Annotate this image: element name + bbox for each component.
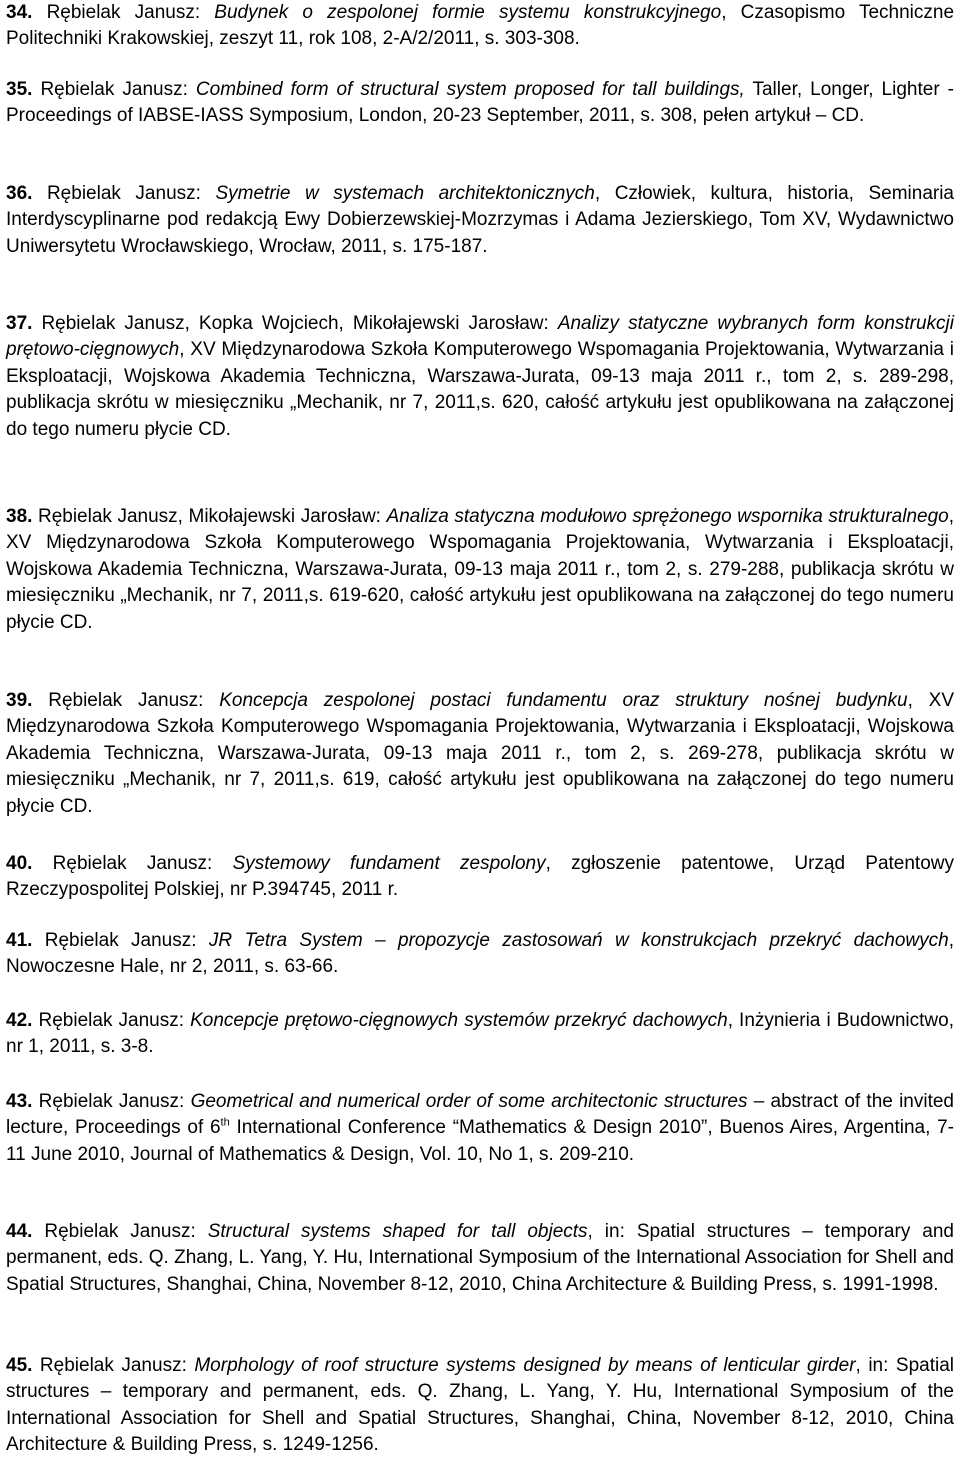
entry-details-continued: International Conference “Mathematics & Design 2010”, Buenos Aires, Argentina, 7-11 June 2010, Journal of Mathematics & Design, Vol. 10, No 1, s. 209-210.	[6, 1117, 954, 1165]
bibliography-entry-44	[6, 1219, 954, 1298]
ordinal-superscript: th	[220, 1117, 230, 1130]
entry-title: Morphology of roof structure systems designed by means of lenticular girder	[194, 1355, 856, 1376]
entry-authors: Rębielak Janusz:	[32, 690, 220, 711]
entry-number: 42.	[6, 1010, 33, 1031]
entry-number: 40.	[6, 853, 33, 874]
entry-number: 45.	[6, 1355, 33, 1376]
entry-authors: Rębielak Janusz:	[32, 1221, 208, 1242]
bibliography-entry-35	[6, 77, 954, 130]
entry-authors: Rębielak Janusz:	[32, 1091, 191, 1112]
bibliography-entry-39	[6, 688, 954, 820]
entry-details: – abstract of the invited lecture, Proceedings of 6	[6, 1091, 954, 1139]
entry-title: Analizy statyczne wybranych form konstrukcji prętowo-cięgnowych	[6, 313, 954, 361]
bibliography-entry-37	[6, 311, 954, 443]
entry-authors: Rębielak Janusz:	[32, 853, 233, 874]
entry-authors: Rębielak Janusz:	[32, 930, 209, 951]
bibliography-entry-40	[6, 851, 954, 904]
entry-number: 39.	[6, 690, 33, 711]
entry-title: Koncepcja zespolonej postaci fundamentu oraz struktury nośnej budynku	[219, 690, 908, 711]
entry-details: , Inżynieria i Budownictwo, nr 1, 2011, s. 3-8.	[6, 1010, 954, 1058]
bibliography-entry-43	[6, 1089, 954, 1168]
entry-number: 35.	[6, 79, 33, 100]
entry-details: , XV Międzynarodowa Szkoła Komputerowego Wspomagania Projektowania, Wytwarzania i Eksploatacji, Wojskowa Akademia Techniczna, Warszawa-Jurata, 09-13 maja 2011 r., tom 2, s. 279-288, publikacja skrótu w miesięczniku „Mechanik, nr 7, 2011,s. 619-620, całość artykułu jest opublikowana na załączonej do tego numeru płycie CD.	[6, 506, 955, 633]
entry-authors: Rębielak Janusz:	[32, 79, 196, 100]
entry-details: , XV Międzynarodowa Szkoła Komputerowego Wspomagania Projektowania, Wytwarzania i Eksploatacji, Wojskowa Akademia Techniczna, Warszawa-Jurata, 09-13 maja 2011 r., tom 2, s. 269-278, publikacja skrótu w miesięczniku „Mechanik, nr 7, 2011,s. 619, całość artykułu jest opublikowana na załączonej do tego numeru płycie CD.	[6, 690, 954, 817]
entry-details: , in: Spatial structures – temporary and permanent, eds. Q. Zhang, L. Yang, Y. Hu, International Symposium of the International Association for Shell and Spatial Structures, Shanghai, China, November 8-12, 2010, China Architecture & Building Press, s. 1249-1256.	[6, 1355, 954, 1456]
bibliography-entry-45	[6, 1353, 954, 1459]
entry-details: , Nowoczesne Hale, nr 2, 2011, s. 63-66.	[6, 930, 954, 978]
entry-title: Koncepcje prętowo-cięgnowych systemów przekryć dachowych	[190, 1010, 728, 1031]
entry-details: , zgłoszenie patentowe, Urząd Patentowy Rzeczypospolitej Polskiej, nr P.394745, 2011 r.	[6, 853, 954, 901]
entry-authors: Rębielak Janusz:	[32, 183, 216, 204]
entry-number: 38.	[6, 506, 33, 527]
entry-title: Analiza statyczna modułowo sprężonego wspornika strukturalnego	[386, 506, 949, 527]
bibliography-entry-42	[6, 1008, 954, 1061]
bibliography-entry-41	[6, 928, 954, 981]
entry-number: 37.	[6, 313, 33, 334]
entry-title: Structural systems shaped for tall objects	[207, 1221, 588, 1242]
entry-title: JR Tetra System – propozycje zastosowań w konstrukcjach przekryć dachowych	[208, 930, 949, 951]
entry-title: Budynek o zespolonej formie systemu konstrukcyjnego	[214, 2, 722, 23]
entry-details: , XV Międzynarodowa Szkoła Komputerowego Wspomagania Projektowania, Wytwarzania i Eksploatacji, Wojskowa Akademia Techniczna, Warszawa-Jurata, 09-13 maja 2011 r., tom 2, s. 289-298, publikacja skrótu w miesięczniku „Mechanik, nr 7, 2011,s. 620, całość artykułu jest opublikowana na załączonej do tego numeru płycie CD.	[6, 339, 954, 440]
entry-details: Taller, Longer, Lighter - Proceedings of IABSE-IASS Symposium, London, 20-23 September, 2011, s. 308, pełen artykuł – CD.	[6, 79, 955, 127]
entry-title: Symetrie w systemach architektonicznych	[215, 183, 595, 204]
bibliography-entry-36	[6, 181, 954, 260]
entry-details: , in: Spatial structures – temporary and permanent, eds. Q. Zhang, L. Yang, Y. Hu, International Symposium of the International Association for Shell and Spatial Structures, Shanghai, China, November 8-12, 2010, China Architecture & Building Press, s. 1991-1998.	[6, 1221, 954, 1295]
entry-authors: Rębielak Janusz, Kopka Wojciech, Mikołajewski Jarosław:	[32, 313, 558, 334]
entry-number: 34.	[6, 2, 33, 23]
entry-number: 44.	[6, 1221, 33, 1242]
entry-details: , Człowiek, kultura, historia, Seminaria Interdyscyplinarne pod redakcją Ewy Dobierzewskiej-Mozrzymas i Adama Jezierskiego, Tom XV, Wydawnictwo Uniwersytetu Wrocławskiego, Wrocław, 2011, s. 175-187.	[6, 183, 955, 257]
entry-title: Combined form of structural system proposed for tall buildings,	[195, 79, 745, 100]
entry-authors: Rębielak Janusz, Mikołajewski Jarosław:	[32, 506, 387, 527]
entry-authors: Rębielak Janusz:	[32, 1010, 191, 1031]
entry-authors: Rębielak Janusz:	[32, 2, 215, 23]
entry-title: Systemowy fundament zespolony	[232, 853, 546, 874]
entry-number: 41.	[6, 930, 33, 951]
entry-title: Geometrical and numerical order of some architectonic structures	[190, 1091, 748, 1112]
entry-authors: Rębielak Janusz:	[32, 1355, 195, 1376]
entry-number: 36.	[6, 183, 33, 204]
entry-number: 43.	[6, 1091, 33, 1112]
bibliography-entry-38	[6, 504, 954, 636]
bibliography-entry-34	[6, 0, 954, 53]
entry-details: , Czasopismo Techniczne Politechniki Krakowskiej, zeszyt 11, rok 108, 2-A/2/2011, s. 303-308.	[6, 2, 955, 50]
